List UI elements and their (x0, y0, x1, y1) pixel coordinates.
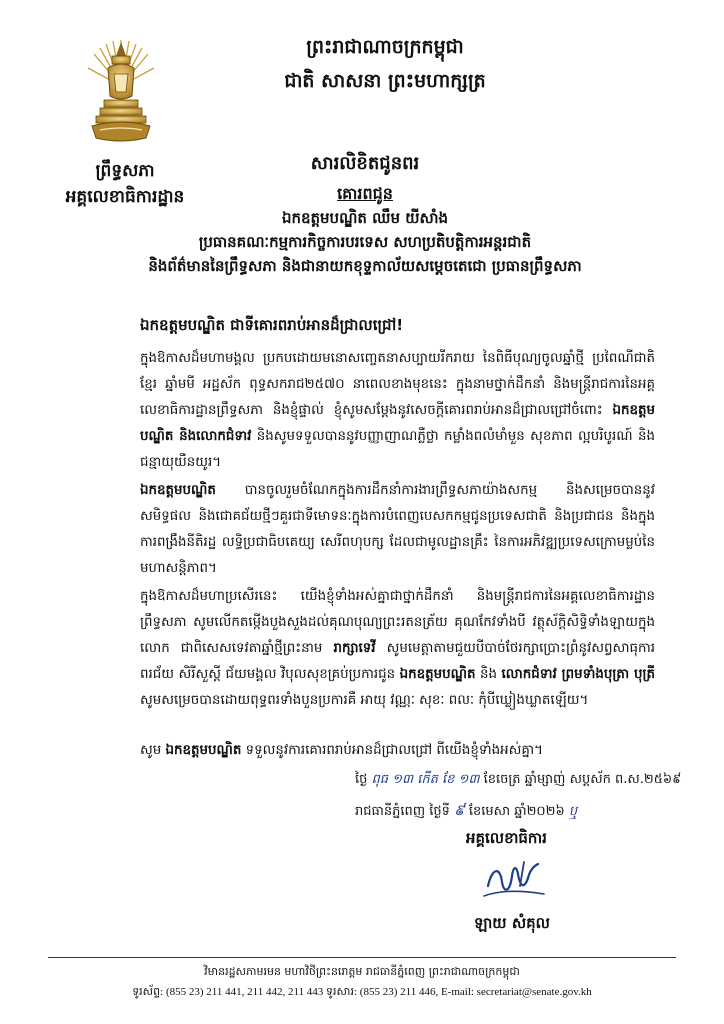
recipient-position-2: និងព័ត៌មាននៃព្រឹទ្ធសភា និងជានាយកខុទ្ទកាល័យសម្តេចតេជោ ប្រធានព្រឹទ្ធសភា (148, 257, 582, 275)
senate-emblem (86, 38, 156, 148)
lunar-date-handwritten: ពុធ ១៣ កើត ខែ ១៣ (371, 772, 480, 787)
closing-line (140, 741, 680, 761)
footer-divider (48, 957, 676, 958)
closing-text: ទទួលនូវការគោរពរាប់អានដ៏ជ្រាលជ្រៅ ពីយើងខ្ញុំទាំងអស់គ្នា។ (245, 743, 543, 758)
paragraph-3 (140, 584, 655, 714)
closing-prefix: សូម (140, 743, 162, 758)
solar-date-rest: ខែមេសា ឆ្នាំ២០២៦ (468, 804, 565, 819)
lunar-date-prefix: ថ្ងៃ (355, 772, 368, 787)
paragraph-1-bold: ឯកឧត្តមបណ្ឌិត និងលោកជំទាវ (140, 403, 655, 444)
footer-contact: ទូរស័ព្ទ: (855 23) 211 441, 211 442, 211 443 ទូរសារ: (855 23) 211 446, E-mail: secretariat@senate.gov.kh (132, 986, 592, 998)
signature-icon (480, 856, 550, 904)
paragraph-3-bold-2: លោកជំទាវ ព្រមទាំងបុត្រា បុត្រី (501, 667, 655, 682)
organization-name: ព្រឹទ្ធសភា (95, 161, 155, 181)
letter-title: សារលិខិតជូនពរ (310, 153, 420, 174)
respect-line: គោរពជូន (337, 184, 393, 203)
paragraph-2 (140, 478, 655, 582)
paragraph-3-text-a: ក្នុងឱកាសដ៏មហាប្រសើរនេះ យើងខ្ញុំទាំងអស់គ្នាជាថ្នាក់ដឹកនាំ និងមន្ត្រីរាជការនៃអគ្គលេខាធិការដ្ឋានព្រឹទ្ធសភា សូមលើកតម្កើងបួងសួងដល់គុណបុណ្យព្រះរតនត្រ័យ គុណកែវទាំងបី វត្ថុស័ក្តិសិទ្ធិទាំងឡាយក្នុងលោក ជាពិសេសទេវតាឆ្នាំថ្មីព្រះនាម (140, 589, 655, 656)
footer-address: វិមានរដ្ឋសភាមរមន មហាវិថីព្រះនរោត្តម រាជធានីភ្នំពេញ ព្រះរាជាណាចក្រកម្ពុជា (204, 965, 520, 978)
paragraph-2-text: បានចូលរួមចំណែកក្នុងការដឹកនាំការងារព្រឹទ្ធសភាយ៉ាងសកម្ម និងសម្រេចបាននូវសមិទ្ធផល និងជោគជ័យថ្មីៗគួរជាទីមោទនៈក្នុងការបំពេញបេសកកម្មជូនប្រទេសជាតិ និងប្រជាជន និងក្នុងការពង្រឹងនីតិរដ្ឋ លទ្ធិប្រជាធិបតេយ្យ សេរីពហុបក្ស ដែលជាមូលដ្ឋានគ្រឹះ នៃការអភិវឌ្ឍប្រទេសក្រោមម្លប់នៃមហាសន្តិភាព។ (140, 483, 655, 576)
solar-date-prefix: រាជធានីភ្នំពេញ ថ្ងៃទី (355, 804, 450, 819)
lunar-date (355, 771, 685, 790)
handwritten-signature (480, 856, 550, 904)
kingdom-motto: ជាតិ សាសនា ព្រះមហាក្សត្រ (284, 70, 486, 92)
paragraph-2-bold: ឯកឧត្តមបណ្ឌិត (140, 483, 216, 498)
organization-department: អគ្គលេខាធិការដ្ឋាន (65, 187, 185, 207)
letter-heading (40, 150, 690, 278)
closing-bold: ឯកឧត្តមបណ្ឌិត (165, 743, 242, 758)
solar-date-day: ៩ (454, 801, 465, 819)
emblem-icon (86, 38, 156, 148)
paragraph-1-text-b: និងសូមទទួលបាននូវបញ្ញាញាណភ្លឺថ្លា កម្លាំងពលំមាំមួន សុខភាព ល្អបរិបូរណ៍ និងជន្មាយុយឺនយូរ។ (140, 429, 655, 470)
recipient-name: ឯកឧត្ដមបណ្ឌិត ឈឹម យីសាំង (281, 209, 449, 227)
kingdom-name: ព្រះរាជាណាចក្រកម្ពុជា (306, 36, 464, 58)
lunar-date-rest: ខែចេត្រ ឆ្នាំម្សាញ់ សប្តស័ក ព.ស.២៥៦៩ (483, 772, 682, 787)
paragraph-1-text-a: ក្នុងឱកាសដ៏មហាមង្គល ប្រកបដោយមនោសញ្ចេតនាសប្បាយរីករាយ នៃពិធីបុណ្យចូលឆ្នាំថ្មី ប្រពៃណីជាតិខ្មែរ ឆ្នាំមមី អដ្ឋស័ក ពុទ្ធសករាជ២៥៧០ នាពេលខាងមុខនេះ ក្នុងនាមថ្នាក់ដឹកនាំ និងមន្ត្រីរាជការនៃអគ្គលេខាធិការដ្ឋានព្រឹទ្ធសភា និងខ្ញុំផ្ទាល់ ខ្ញុំសូមសម្តែងនូវសេចក្តីគោរពរាប់អានដ៏ជ្រាលជ្រៅចំពោះ (140, 351, 655, 418)
signatory-name: ឡាយ សំគុល (474, 914, 550, 932)
solar-date-mark: ឬ (568, 804, 578, 819)
paragraph-3-and: និង (480, 667, 497, 682)
kingdom-header (255, 30, 515, 98)
signatory-title: អគ្គលេខាធិការ (466, 829, 547, 847)
paragraph-1 (140, 346, 655, 476)
paragraph-3-bold-1: ឯកឧត្តមបណ្ឌិត (399, 667, 476, 682)
paragraph-3-text-b: សូមមេត្តាតាមជួយបីបាច់ថែរក្សាប្រោះព្រំនូវសព្វសាធុការពរជ័យ សិរីសួស្តី ជ័យមង្គល វិបុលសុខគ្រប់ប្រការជូន (140, 641, 655, 682)
solar-date (355, 801, 685, 823)
paragraph-3-deity: រាក្សាទេវី (333, 641, 376, 656)
recipient-position-1: ប្រធានគណៈកម្មការកិច្ចការបរទេស សហប្រតិបត្តិការអន្តរជាតិ (198, 233, 532, 251)
salutation: ឯកឧត្តមបណ្ឌិត ជាទីគោរពរាប់អានដ៏ជ្រាលជ្រៅ! (140, 316, 404, 334)
paragraph-3-text-c: សូមសម្រេចបានដោយពុទ្ធពរទាំងបួនប្រការគឺ អាយុ វណ្ណៈ សុខៈ ពលៈ កុំបីឃ្លៀងឃ្លាតឡើយ។ (140, 693, 589, 708)
